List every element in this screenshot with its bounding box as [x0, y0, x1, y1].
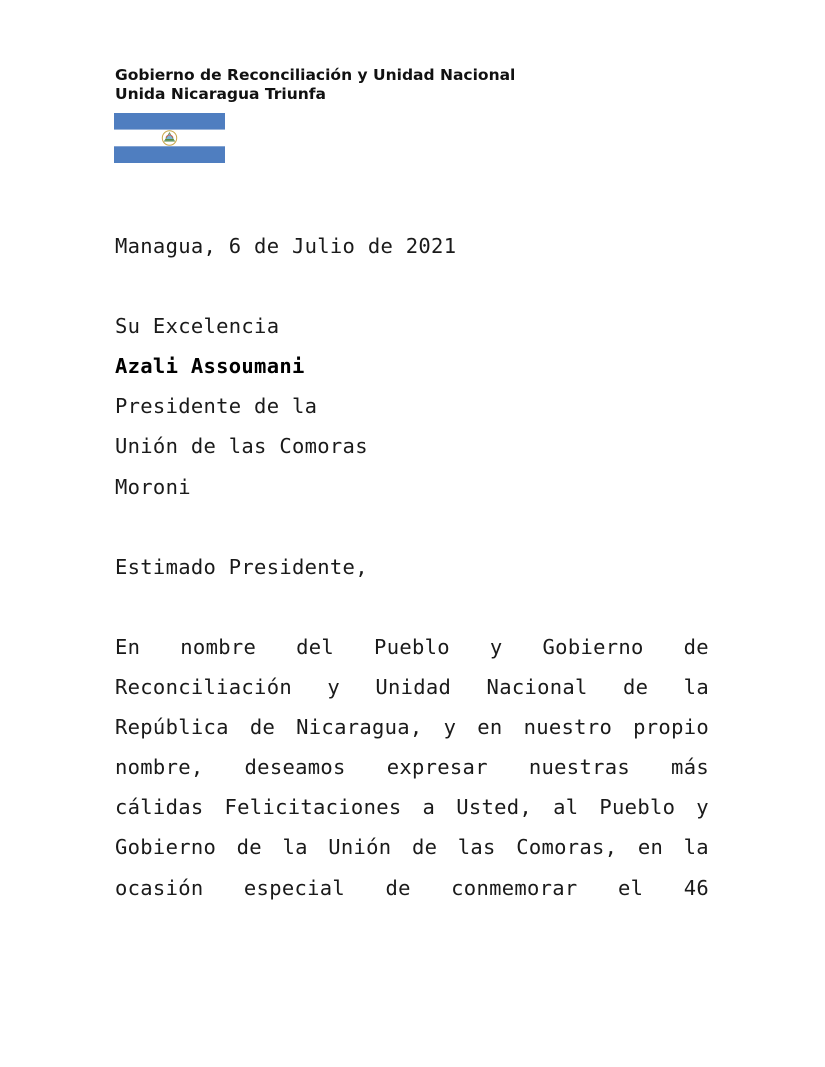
paragraph-word: ocasión [115, 875, 204, 900]
paragraph-word: el [617, 875, 644, 900]
paragraph-word: de [683, 634, 709, 659]
paragraph-word: Nacional [486, 675, 588, 700]
paragraph-line [115, 787, 709, 827]
letter-paragraph [115, 627, 709, 908]
paragraph-word: cálidas [115, 795, 204, 820]
paragraph-word: Reconciliación [115, 675, 292, 700]
paragraph-word: de [385, 875, 411, 900]
paragraph-word: de [236, 835, 262, 860]
paragraph-word: a [422, 795, 436, 820]
paragraph-line [115, 868, 709, 908]
paragraph-line [115, 667, 709, 707]
paragraph-word: nombre, [115, 755, 204, 780]
paragraph-word: 46 [683, 875, 709, 900]
letter-date: Managua, 6 de Julio de 2021 [115, 234, 457, 258]
recipient-role: Presidente de la [115, 394, 318, 419]
letterhead-government-name: Gobierno de Reconciliación y Unidad Nacional [115, 66, 516, 84]
paragraph-word: Gobierno [115, 835, 217, 860]
paragraph-word: en [637, 835, 664, 860]
paragraph-word: deseamos [244, 755, 346, 780]
paragraph-word: del [296, 634, 335, 659]
paragraph-word: Unión [328, 835, 392, 860]
paragraph-word: República [115, 715, 229, 740]
paragraph-word: la [683, 835, 709, 860]
paragraph-word: especial [243, 875, 346, 900]
paragraph-word: propio [633, 715, 709, 740]
paragraph-word: más [671, 755, 709, 780]
paragraph-word: Felicitaciones [224, 795, 402, 820]
paragraph-word: Usted, [456, 795, 533, 820]
letter-body [115, 226, 709, 908]
paragraph-line [115, 747, 709, 787]
paragraph-word: Gobierno [542, 634, 644, 659]
flag-top-stripe [114, 113, 225, 130]
paragraph-word: la [683, 675, 709, 700]
paragraph-word: Comoras, [516, 835, 618, 860]
paragraph-word: de [249, 715, 276, 740]
paragraph-word: nuestro [523, 715, 613, 740]
paragraph-word: Unidad [375, 675, 452, 700]
recipient-city: Moroni [115, 474, 191, 499]
paragraph-word: Pueblo [374, 634, 450, 659]
paragraph-word: y [489, 634, 503, 659]
recipient-name: Azali Assoumani [115, 354, 305, 379]
paragraph-word: expresar [386, 755, 488, 780]
letter-greeting: Estimado Presidente, [115, 554, 368, 579]
flag-bottom-stripe [114, 146, 225, 163]
letterhead [115, 66, 515, 104]
paragraph-word: Nicaragua, [296, 715, 423, 740]
paragraph-line [115, 827, 709, 867]
paragraph-word: En [115, 634, 141, 659]
paragraph-word: conmemorar [451, 875, 578, 900]
paragraph-word: y [327, 675, 340, 700]
paragraph-word: en [477, 715, 503, 740]
paragraph-line [115, 627, 709, 667]
recipient-salutation-title: Su Excelencia [115, 314, 280, 339]
paragraph-word: Pueblo [599, 795, 676, 820]
paragraph-word: y [696, 795, 709, 820]
paragraph-word: la [282, 835, 308, 860]
paragraph-line [115, 707, 709, 747]
recipient-country: Unión de las Comoras [115, 434, 368, 459]
paragraph-word: al [553, 795, 579, 820]
paragraph-word: nuestras [528, 755, 631, 780]
paragraph-word: las [457, 835, 496, 860]
letterhead-slogan: Unida Nicaragua Triunfa [115, 85, 327, 103]
paragraph-word: de [623, 675, 649, 700]
nicaragua-flag-icon [114, 113, 225, 163]
paragraph-word: nombre [180, 634, 257, 659]
paragraph-word: de [411, 835, 438, 860]
paragraph-word: y [443, 715, 457, 740]
